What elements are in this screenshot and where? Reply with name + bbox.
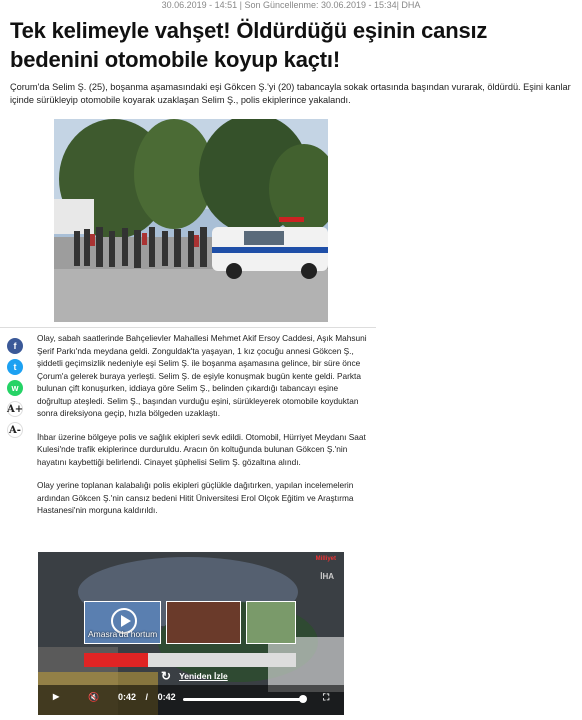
facebook-icon[interactable]: f bbox=[7, 338, 23, 354]
article-paragraph: İhbar üzerine bölgeye polis ve sağlık ekipleri sevk edildi. Otomobil, Hürriyet Meydanı Saat Kulesi'nde trafik ekiplerince durduruldu. Aracın ön koltuğunda bulunan Gökcen Ş.'nin hayatını kaybettiği belirlendi. Cinayet şüphelisi Selim Ş. gözaltına alındı. bbox=[37, 431, 366, 467]
time-display bbox=[118, 692, 176, 702]
current-time: 0:42 bbox=[118, 692, 137, 702]
recommended-video-thumb[interactable] bbox=[84, 601, 161, 644]
font-decrease-icon[interactable]: A- bbox=[7, 422, 23, 438]
font-increase-icon[interactable]: A+ bbox=[7, 401, 23, 417]
video-player[interactable] bbox=[38, 552, 344, 715]
autoplay-countdown-bar bbox=[84, 653, 296, 667]
article-paragraph: Olay yerine toplanan kalabalığı polis ekipleri güçlükle dağıtırken, yapılan incelemelerin ardından Gökcen Ş.'nin cansız bedeni Hitit Üniversitesi Erol Olçok Eğitim ve Araştırma Hastanesi'nin morguna kaldırıldı. bbox=[37, 480, 354, 515]
article-paragraph: Olay, sabah saatlerinde Bahçelievler Mahallesi Mehmet Akif Ersoy Caddesi, Aşık Mahsuni Şerif Parkı'nda meydana geldi. Zonguldak'ta yaşayan, 1 kız çocuğu annesi Gökcen Ş., şiddetli geçimsizlik nedeniyle eşi Selim Ş. ile boşanma aşamasına gelince, bir süre önce Çorum'a gelerek buraya yerleşti. Selim Ş. de eşiyle konuşmak bugün kente geldi. Parkta bulunan çift konuşurken, iddiaya göre Selim Ş., belinden çıkardığı tabancayı eşine doğrultup ateşledi. Selim Ş., başından vurduğu eşini, sürükleyerek otomobile koyduktan sonra direksiyona geçip, hızla bölgeden uzaklaştı. bbox=[37, 333, 367, 418]
share-bar bbox=[7, 338, 25, 443]
replay-icon: ↻ bbox=[161, 669, 172, 683]
play-icon[interactable]: ▶ bbox=[53, 692, 60, 701]
article-summary: Çorum'da Selim Ş. (25), boşanma aşamasındaki eşi Gökcen Ş.'yi (20) tabancayla sokak ortasında başından vurarak, öldürdü. Eşini kanlar içinde sürükleyip otomobile koyarak uzaklaşan Selim Ş., polis ekiplerince yakalandı. bbox=[10, 82, 571, 105]
date-line: 30.06.2019 - 14:51 | Son Güncellenme: 30.06.2019 - 15:34| DHA bbox=[161, 0, 421, 10]
twitter-icon[interactable]: t bbox=[7, 359, 23, 375]
article-body bbox=[37, 332, 373, 528]
divider bbox=[0, 327, 376, 328]
volume-icon[interactable]: 🔇 bbox=[88, 692, 100, 702]
seek-bar[interactable] bbox=[183, 698, 303, 701]
article-photo bbox=[54, 119, 328, 322]
recommended-video-thumb[interactable] bbox=[166, 601, 241, 644]
brand-logo: Milliyet bbox=[315, 556, 336, 562]
agency-logo: İHA bbox=[320, 572, 334, 581]
whatsapp-icon[interactable]: w bbox=[7, 380, 23, 396]
autoplay-countdown-fill bbox=[84, 653, 148, 667]
fullscreen-icon[interactable]: ⛶ bbox=[323, 692, 330, 702]
recommended-video-title: Amasra'da hortum bbox=[88, 629, 158, 639]
replay-label: Yeniden İzle bbox=[179, 671, 228, 681]
time-separator: / bbox=[145, 692, 149, 702]
replay-button[interactable] bbox=[161, 669, 228, 683]
article-title: Tek kelimeyle vahşet! Öldürdüğü eşinin cansız bedenini otomobile koyup kaçtı! bbox=[10, 18, 488, 72]
video-controls bbox=[38, 685, 344, 715]
total-time: 0:42 bbox=[157, 692, 176, 702]
seek-handle[interactable] bbox=[299, 695, 307, 703]
recommended-video-thumb[interactable] bbox=[246, 601, 296, 644]
